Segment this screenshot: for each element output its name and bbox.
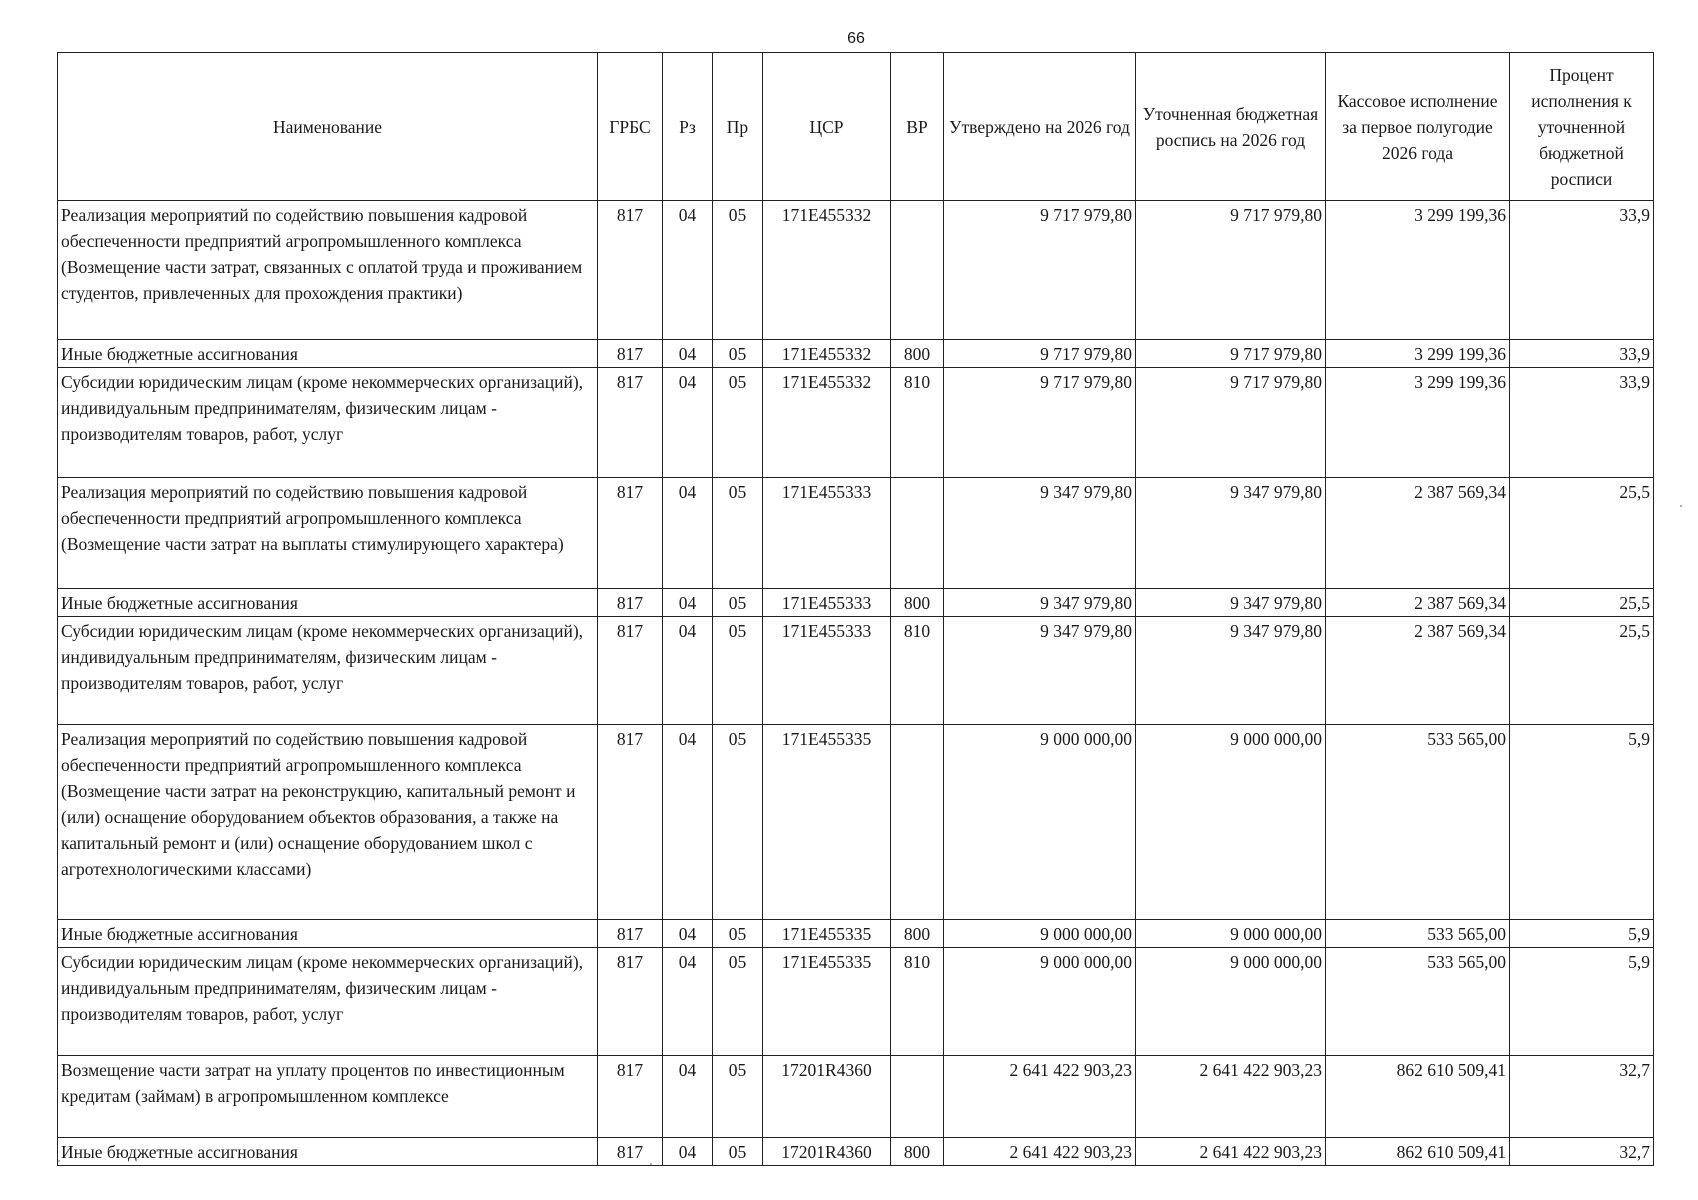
header-vr: ВР [891, 53, 944, 201]
cell-name: Иные бюджетные ассигнования [58, 1138, 598, 1166]
cell-revised: 9 000 000,00 [1136, 725, 1326, 920]
table-row [58, 948, 1654, 1056]
cell-csr: 171E455333 [763, 617, 891, 725]
cell-csr: 171E455335 [763, 948, 891, 1056]
cell-percent: 33,9 [1510, 368, 1654, 478]
cell-approved: 9 000 000,00 [944, 948, 1136, 1056]
table-row [58, 617, 1654, 725]
scan-speck [650, 1163, 652, 1165]
cell-pr: 05 [713, 478, 763, 589]
scan-speck [58, 1160, 60, 1162]
cell-approved: 9 000 000,00 [944, 725, 1136, 920]
cell-revised: 2 641 422 903,23 [1136, 1138, 1326, 1166]
header-percent: Процент исполнения к уточненной бюджетной росписи [1510, 53, 1654, 201]
cell-csr: 171E455332 [763, 368, 891, 478]
cell-approved: 2 641 422 903,23 [944, 1138, 1136, 1166]
cell-rz: 04 [663, 478, 713, 589]
cell-pr: 05 [713, 589, 763, 617]
table-header-row [58, 53, 1654, 201]
cell-vr: 800 [891, 340, 944, 368]
cell-revised: 9 347 979,80 [1136, 589, 1326, 617]
cell-percent: 33,9 [1510, 340, 1654, 368]
cell-revised: 9 717 979,80 [1136, 340, 1326, 368]
budget-table [57, 52, 1654, 1166]
cell-percent: 32,7 [1510, 1138, 1654, 1166]
cell-executed: 3 299 199,36 [1326, 201, 1510, 340]
cell-pr: 05 [713, 725, 763, 920]
cell-rz: 04 [663, 617, 713, 725]
table-body [58, 201, 1654, 1166]
cell-name: Иные бюджетные ассигнования [58, 589, 598, 617]
table-row [58, 478, 1654, 589]
cell-grbs: 817 [598, 1138, 663, 1166]
cell-percent: 25,5 [1510, 589, 1654, 617]
cell-percent: 5,9 [1510, 725, 1654, 920]
table-row [58, 201, 1654, 340]
cell-executed: 862 610 509,41 [1326, 1056, 1510, 1138]
cell-vr: 810 [891, 617, 944, 725]
table-row [58, 368, 1654, 478]
cell-revised: 9 347 979,80 [1136, 478, 1326, 589]
page-number: 66 [847, 30, 865, 47]
cell-executed: 533 565,00 [1326, 725, 1510, 920]
cell-name: Возмещение части затрат на уплату процентов по инвестиционным кредитам (займам) в агропромышленном комплексе [58, 1056, 598, 1138]
header-rz: Рз [663, 53, 713, 201]
cell-vr: 800 [891, 1138, 944, 1166]
cell-grbs: 817 [598, 948, 663, 1056]
cell-rz: 04 [663, 201, 713, 340]
cell-approved: 9 717 979,80 [944, 201, 1136, 340]
cell-approved: 9 347 979,80 [944, 589, 1136, 617]
cell-grbs: 817 [598, 201, 663, 340]
header-grbs: ГРБС [598, 53, 663, 201]
cell-vr [891, 725, 944, 920]
cell-revised: 9 000 000,00 [1136, 920, 1326, 948]
cell-rz: 04 [663, 589, 713, 617]
header-revised: Уточненная бюджетная роспись на 2026 год [1136, 53, 1326, 201]
cell-csr: 171E455335 [763, 920, 891, 948]
cell-percent: 25,5 [1510, 617, 1654, 725]
table-row [58, 340, 1654, 368]
cell-executed: 533 565,00 [1326, 920, 1510, 948]
cell-rz: 04 [663, 920, 713, 948]
cell-csr: 17201R4360 [763, 1056, 891, 1138]
cell-rz: 04 [663, 1056, 713, 1138]
cell-grbs: 817 [598, 920, 663, 948]
header-approved: Утверждено на 2026 год [944, 53, 1136, 201]
cell-rz: 04 [663, 340, 713, 368]
cell-vr [891, 478, 944, 589]
cell-grbs: 817 [598, 589, 663, 617]
cell-rz: 04 [663, 948, 713, 1056]
cell-percent: 5,9 [1510, 948, 1654, 1056]
cell-pr: 05 [713, 920, 763, 948]
cell-vr [891, 201, 944, 340]
cell-csr: 171E455332 [763, 201, 891, 340]
cell-approved: 9 000 000,00 [944, 920, 1136, 948]
cell-rz: 04 [663, 368, 713, 478]
cell-grbs: 817 [598, 340, 663, 368]
table-row [58, 589, 1654, 617]
cell-approved: 2 641 422 903,23 [944, 1056, 1136, 1138]
cell-pr: 05 [713, 617, 763, 725]
cell-pr: 05 [713, 201, 763, 340]
cell-grbs: 817 [598, 368, 663, 478]
scan-speck [1680, 505, 1682, 507]
cell-percent: 5,9 [1510, 920, 1654, 948]
cell-approved: 9 717 979,80 [944, 368, 1136, 478]
cell-revised: 2 641 422 903,23 [1136, 1056, 1326, 1138]
cell-approved: 9 347 979,80 [944, 478, 1136, 589]
cell-pr: 05 [713, 948, 763, 1056]
cell-name: Субсидии юридическим лицам (кроме некоммерческих организаций), индивидуальным предпринимателям, физическим лицам - производителям товаров, работ, услуг [58, 368, 598, 478]
cell-executed: 2 387 569,34 [1326, 478, 1510, 589]
cell-name: Реализация мероприятий по содействию повышения кадровой обеспеченности предприятий агропромышленного комплекса (Возмещение части затрат на реконструкцию, капитальный ремонт и (или) оснащение оборудованием объектов образования, а также на капитальный ремонт и (или) оснащение оборудованием школ с агротехнологическими классами) [58, 725, 598, 920]
cell-executed: 3 299 199,36 [1326, 368, 1510, 478]
cell-pr: 05 [713, 1056, 763, 1138]
cell-name: Иные бюджетные ассигнования [58, 920, 598, 948]
cell-approved: 9 717 979,80 [944, 340, 1136, 368]
cell-rz: 04 [663, 725, 713, 920]
table-row [58, 1056, 1654, 1138]
cell-grbs: 817 [598, 1056, 663, 1138]
cell-csr: 171E455333 [763, 478, 891, 589]
table-row [58, 725, 1654, 920]
cell-name: Реализация мероприятий по содействию повышения кадровой обеспеченности предприятий агропромышленного комплекса (Возмещение части затрат, связанных с оплатой труда и проживанием студентов, привлеченных для прохождения практики) [58, 201, 598, 340]
cell-vr: 810 [891, 948, 944, 1056]
cell-revised: 9 717 979,80 [1136, 201, 1326, 340]
cell-vr: 800 [891, 589, 944, 617]
cell-approved: 9 347 979,80 [944, 617, 1136, 725]
cell-rz: 04 [663, 1138, 713, 1166]
cell-percent: 25,5 [1510, 478, 1654, 589]
cell-csr: 171E455333 [763, 589, 891, 617]
cell-revised: 9 000 000,00 [1136, 948, 1326, 1056]
header-name: Наименование [58, 53, 598, 201]
cell-percent: 33,9 [1510, 201, 1654, 340]
cell-vr: 810 [891, 368, 944, 478]
cell-percent: 32,7 [1510, 1056, 1654, 1138]
table-row [58, 920, 1654, 948]
cell-name: Субсидии юридическим лицам (кроме некоммерческих организаций), индивидуальным предпринимателям, физическим лицам - производителям товаров, работ, услуг [58, 948, 598, 1056]
cell-grbs: 817 [598, 617, 663, 725]
table-row [58, 1138, 1654, 1166]
cell-csr: 17201R4360 [763, 1138, 891, 1166]
cell-pr: 05 [713, 1138, 763, 1166]
header-executed: Кассовое исполнение за первое полугодие 2026 года [1326, 53, 1510, 201]
cell-executed: 2 387 569,34 [1326, 617, 1510, 725]
cell-name: Субсидии юридическим лицам (кроме некоммерческих организаций), индивидуальным предпринимателям, физическим лицам - производителям товаров, работ, услуг [58, 617, 598, 725]
cell-executed: 533 565,00 [1326, 948, 1510, 1056]
cell-executed: 2 387 569,34 [1326, 589, 1510, 617]
cell-csr: 171E455335 [763, 725, 891, 920]
header-pr: Пр [713, 53, 763, 201]
cell-executed: 3 299 199,36 [1326, 340, 1510, 368]
cell-name: Иные бюджетные ассигнования [58, 340, 598, 368]
cell-revised: 9 717 979,80 [1136, 368, 1326, 478]
cell-grbs: 817 [598, 478, 663, 589]
header-csr: ЦСР [763, 53, 891, 201]
cell-pr: 05 [713, 340, 763, 368]
cell-csr: 171E455332 [763, 340, 891, 368]
cell-vr [891, 1056, 944, 1138]
cell-revised: 9 347 979,80 [1136, 617, 1326, 725]
cell-executed: 862 610 509,41 [1326, 1138, 1510, 1166]
cell-vr: 800 [891, 920, 944, 948]
cell-pr: 05 [713, 368, 763, 478]
cell-grbs: 817 [598, 725, 663, 920]
cell-name: Реализация мероприятий по содействию повышения кадровой обеспеченности предприятий агропромышленного комплекса (Возмещение части затрат на выплаты стимулирующего характера) [58, 478, 598, 589]
